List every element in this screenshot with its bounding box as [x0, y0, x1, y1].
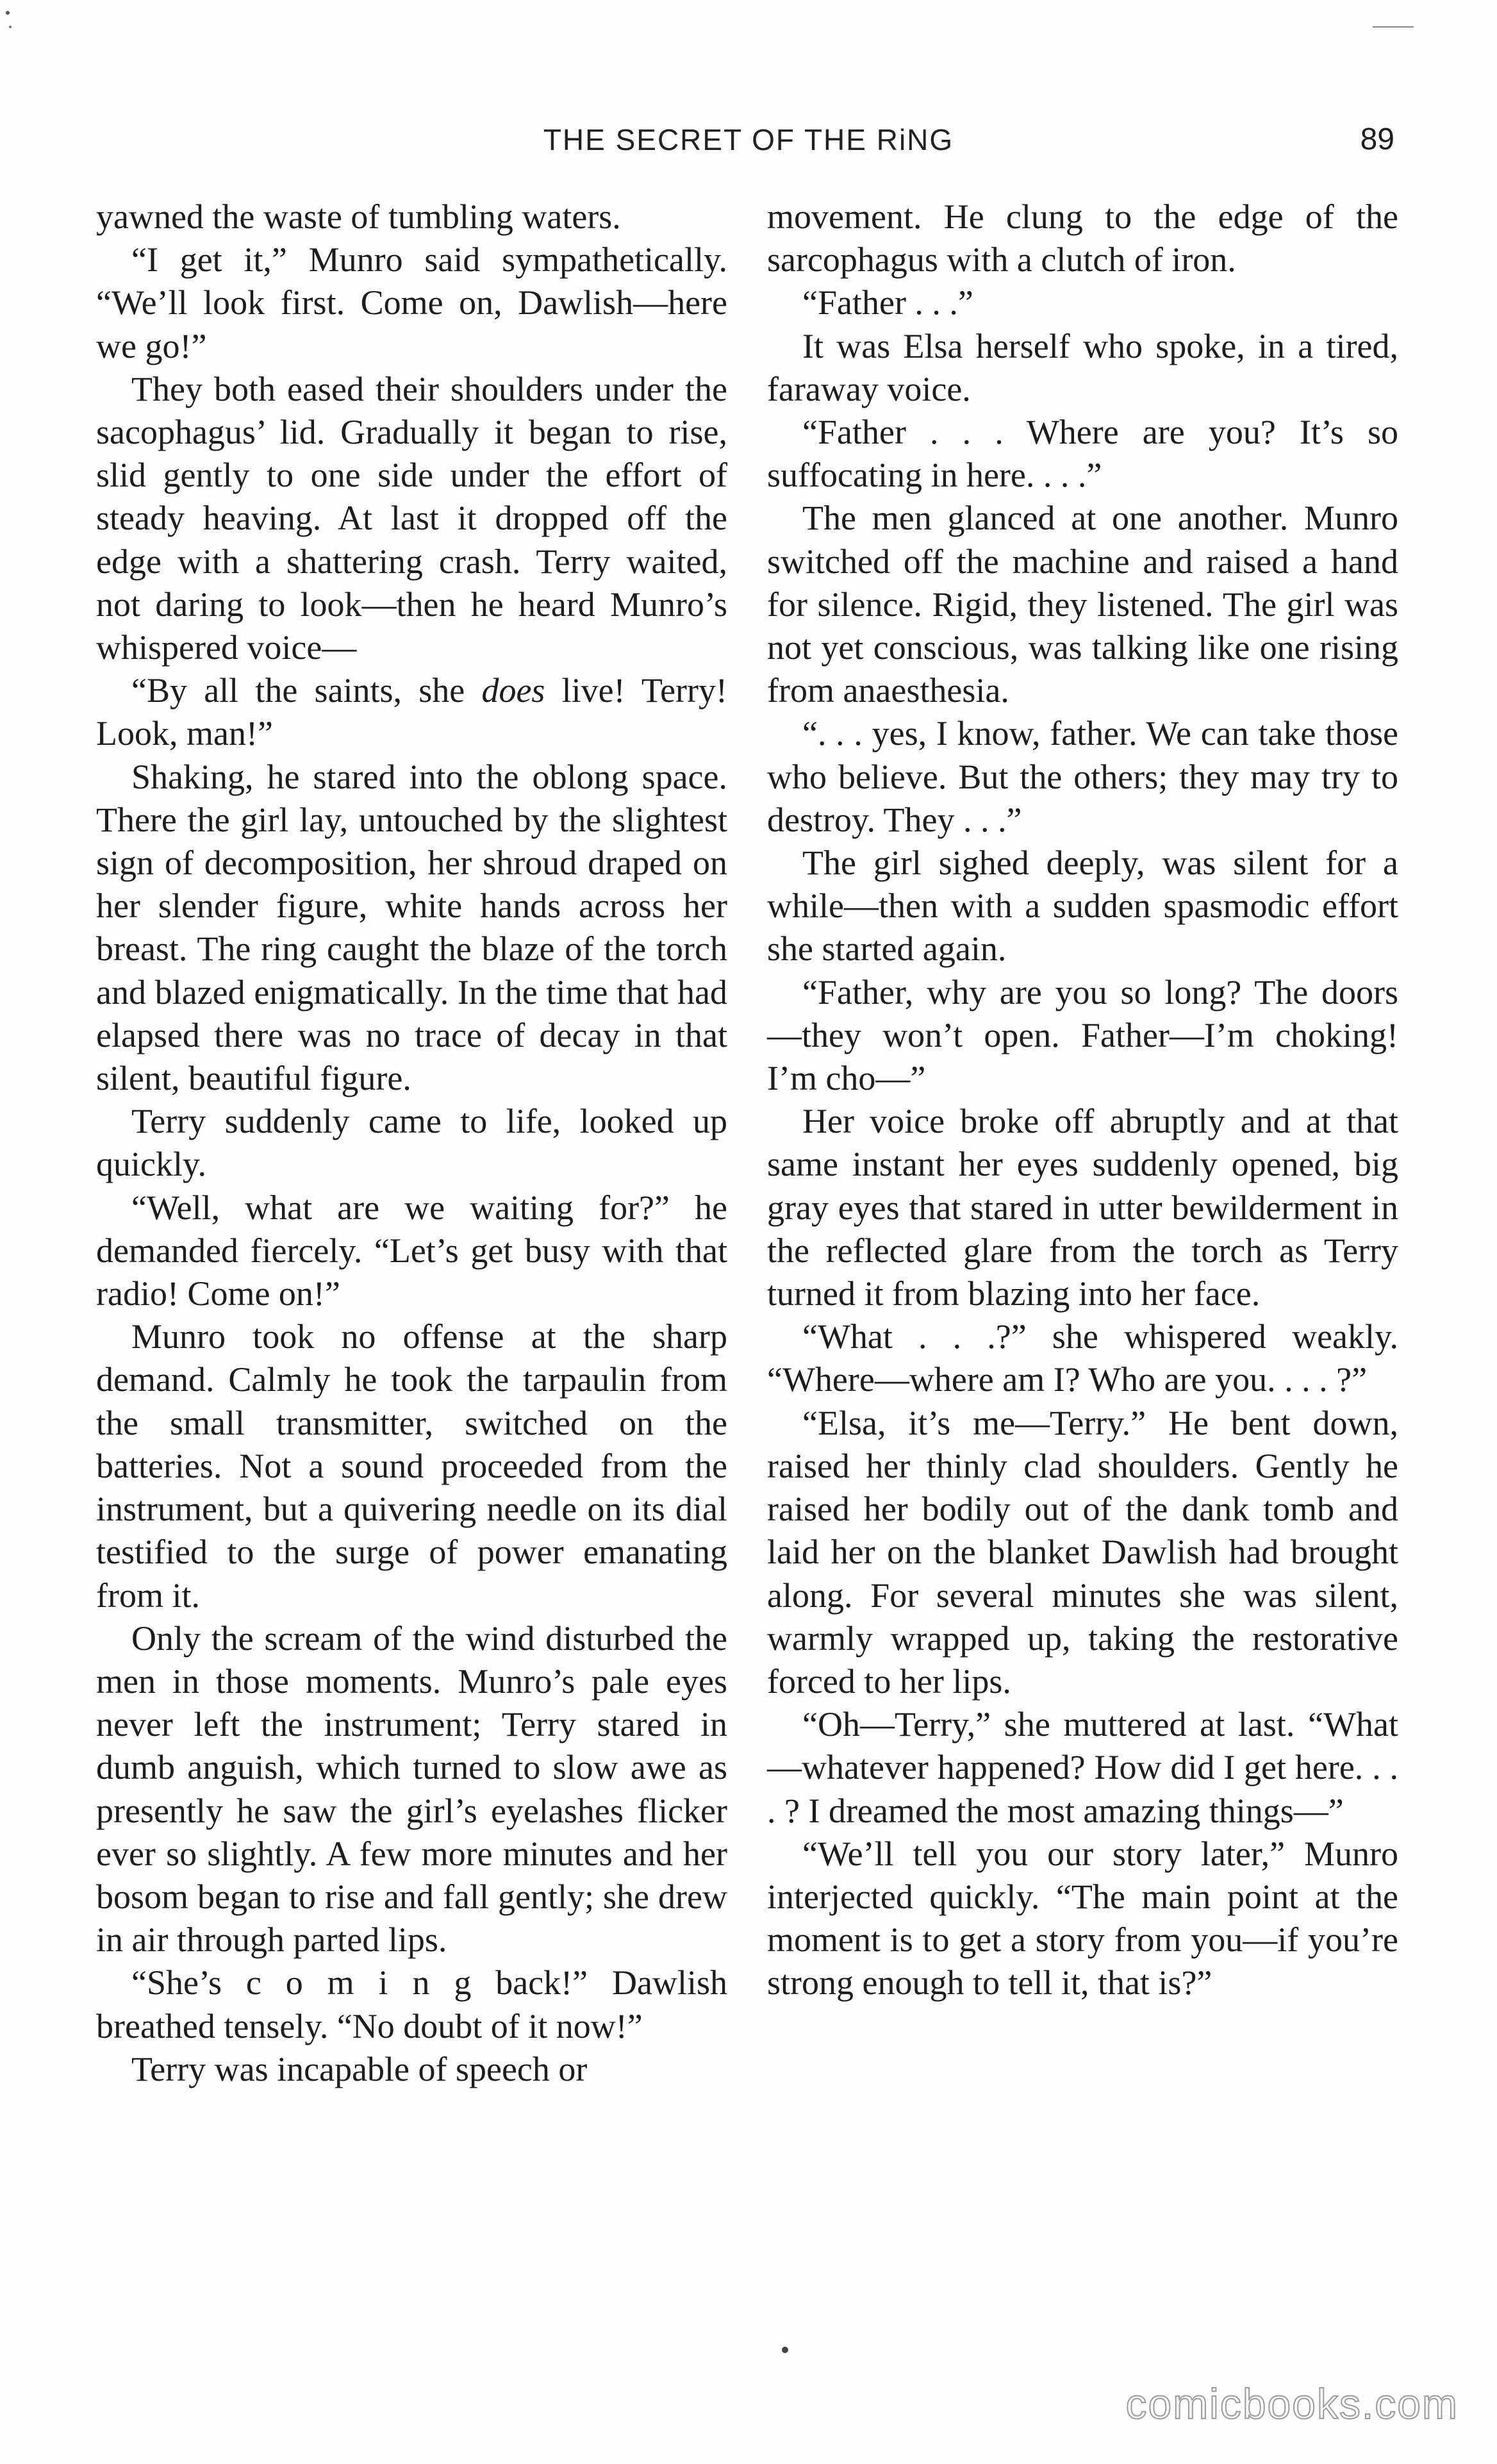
- paragraph: “Father . . . Where are you? It’s so suffocating in here. . . .”: [767, 413, 1398, 495]
- paragraph: Munro took no offense at the sharp demand. Calmly he took the tarpaulin from the small transmitter, switched on the batteries. Not a sound proceeded from the instrument, but a quivering needle on its dial testified to the surge of power emanating from it.: [96, 1317, 727, 1615]
- page-number: 89: [1360, 122, 1394, 156]
- page-title: THE SECRET OF THE RiNG: [543, 123, 954, 156]
- watermark: comicbooks.com: [1125, 2380, 1459, 2427]
- paragraph: “. . . yes, I know, father. We can take those who believe. But the others; they may try to destroy. They . . .”: [767, 714, 1398, 839]
- paragraph: “Father . . .”: [802, 283, 973, 322]
- right-column: [767, 196, 1398, 2005]
- paragraph: “Well, what are we waiting for?” he demanded fiercely. “Let’s get busy with that radio! Come on!”: [96, 1188, 727, 1313]
- paragraph: Only the scream of the wind disturbed the men in those moments. Munro’s pale eyes never left the instrument; Terry stared in dumb anguish, which turned to slow awe as presently he saw the girl’s eyelashes flicker ever so slightly. A few more minutes and her bosom began to rise and fall gently; she drew in air through parted lips.: [96, 1619, 727, 1960]
- emphasis: does: [481, 671, 545, 710]
- paragraph: The girl sighed deeply, was silent for a while—then with a sudden spasmodic effort she started again.: [767, 844, 1398, 969]
- paragraph: It was Elsa herself who spoke, in a tired, faraway voice.: [767, 326, 1398, 408]
- paragraph: movement. He clung to the edge of the sarcophagus with a clutch of iron.: [767, 197, 1398, 279]
- paragraph: “Father, why are you so long? The doors—they won’t open. Father—I’m choking! I’m cho—”: [767, 972, 1398, 1098]
- paragraph: “Elsa, it’s me—Terry.” He bent down, raised her thinly clad shoulders. Gently he raised her bodily out of the dank tomb and laid her on the blanket Dawlish had brought along. For several minutes she was silent, warmly wrapped up, taking the restorative forced to her lips.: [767, 1403, 1398, 1701]
- paragraph: Shaking, he stared into the oblong space. There the girl lay, untouched by the slightest sign of decomposition, her shroud draped on her slender figure, white hands across her breast. The ring caught the blaze of the torch and blazed enigmatically. In the time that had elapsed there was no trace of decay in that silent, beautiful figure.: [96, 757, 727, 1098]
- paragraph: Terry was incapable of speech or: [131, 2049, 588, 2088]
- paragraph: “We’ll tell you our story later,” Munro interjected quickly. “The main point at the moment is to get a story from you—if you’re strong enough to tell it, that is?”: [767, 1834, 1398, 2002]
- paragraph: “Oh—Terry,” she muttered at last. “What—whatever happened? How did I get here. . . . ? I dreamed the most amazing things—”: [767, 1705, 1398, 1830]
- left-column: [96, 196, 727, 2091]
- paragraph: They both eased their shoulders under the sacophagus’ lid. Gradually it began to rise, slid gently to one side under the effort of steady heaving. At last it dropped off the edge with a shattering crash. Terry waited, not daring to look—then he heard Munro’s whispered voice—: [96, 369, 727, 667]
- paragraph: “What . . .?” she whispered weakly. “Where—where am I? Who are you. . . . ?”: [767, 1317, 1398, 1399]
- paragraph: “She’s c o m i n g back!” Dawlish breathed tensely. “No doubt of it now!”: [96, 1963, 727, 2045]
- paragraph: “By all the saints, she does live! Terry! Look, man!”: [96, 671, 727, 753]
- paragraph: Her voice broke off abruptly and at that same instant her eyes suddenly opened, big gray eyes that stared in utter bewilderment in the reflected glare from the torch as Terry turned it from blazing into her face.: [767, 1102, 1398, 1313]
- paragraph: Terry suddenly came to life, looked up quickly.: [96, 1102, 727, 1184]
- running-head: [0, 121, 1497, 159]
- paragraph: The men glanced at one another. Munro switched off the machine and raised a hand for silence. Rigid, they listened. The girl was not yet conscious, was talking like one rising from anaesthesia.: [767, 499, 1398, 710]
- paragraph: “I get it,” Munro said sympathetically. “We’ll look first. Come on, Dawlish—here we go!”: [96, 240, 727, 365]
- paragraph: yawned the waste of tumbling waters.: [96, 197, 621, 236]
